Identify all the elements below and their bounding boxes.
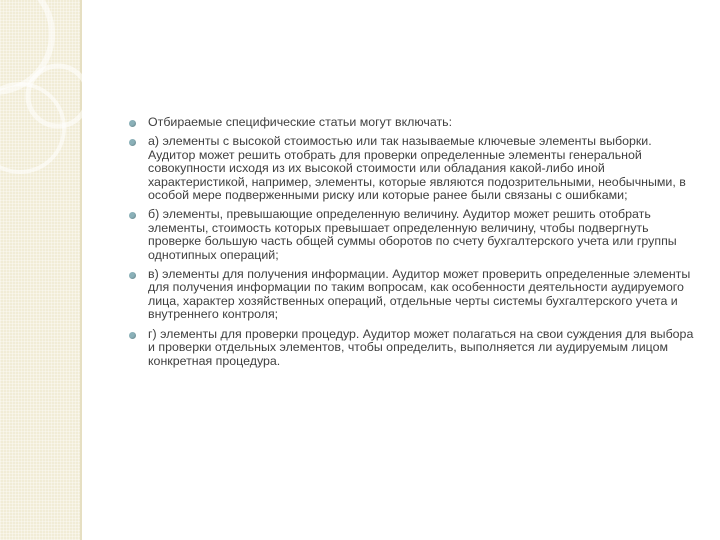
- bullet-icon: [129, 139, 136, 146]
- bullet-text: в) элементы для получения информации. Аудитор может проверить определенные элементы для получения информации по таким вопросам, как особенности деятельности аудируемого лица, характер хозяйственных операций, отдельные черты системы бухгалтерского учета и внутреннего контроля;: [148, 267, 691, 322]
- list-item: [126, 135, 698, 202]
- bullet-icon: [129, 212, 136, 219]
- bullet-icon: [129, 120, 136, 127]
- decorative-circle-medium: [28, 66, 88, 126]
- bullet-text: г) элементы для проверки процедур. Аудитор может полагаться на свои суждения для выбора и проверки отдельных элементов, чтобы определить, выполняется ли аудируемым лицом конкретная процедура.: [148, 326, 694, 368]
- bullet-text: б) элементы, превышающие определенную величину. Аудитор может решить отобрать элементы, стоимость которых превышает определенную величину, чтобы подвергнуть проверке большую часть общей суммы оборотов по счету бухгалтерского учета или группы однотипных операций;: [148, 207, 677, 262]
- list-item: [126, 268, 698, 322]
- list-item: [126, 116, 698, 129]
- list-item: [126, 208, 698, 262]
- list-item: [126, 328, 698, 368]
- decorative-circle-large: [0, 0, 52, 92]
- bullet-icon: [129, 272, 136, 279]
- slide-content: [126, 116, 698, 374]
- bullet-text: а) элементы с высокой стоимостью или так называемые ключевые элементы выборки. Аудитор может решить отобрать для проверки определенные элементы генеральной совокупности исходя из их высокой стоимости или обладания какой-либо иной характеристикой, например, элементы, которые являются подозрительными, необычными, в особой мере подверженными риску или которые ранее были связаны с ошибками;: [148, 134, 686, 203]
- bullet-icon: [129, 332, 136, 339]
- bullet-list: [126, 116, 698, 368]
- decorative-circles-graphic: [0, 0, 90, 540]
- bullet-text: Отбираемые специфические статьи могут включать:: [148, 115, 453, 129]
